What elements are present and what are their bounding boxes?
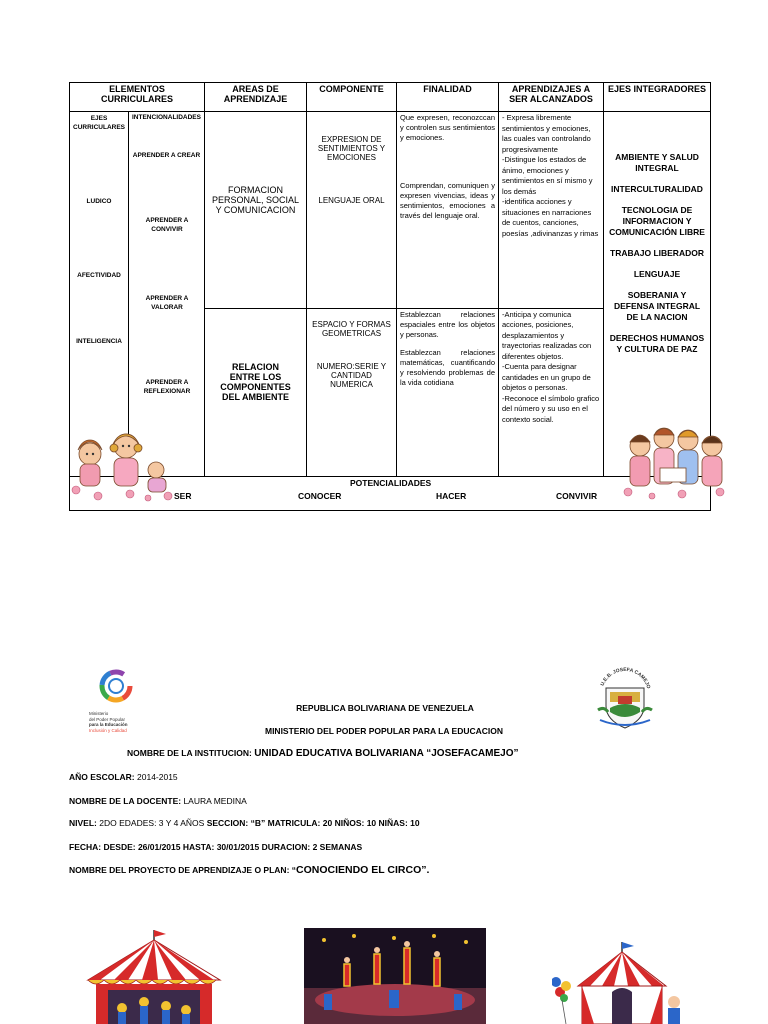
cartoon-children-left-image bbox=[68, 426, 180, 502]
eje-inteligencia: INTELIGENCIA bbox=[76, 338, 122, 345]
school-logo-text: U.E.B. JOSEFA CAMEJO bbox=[599, 666, 652, 690]
logo-line: Inclusión y Calidad bbox=[89, 727, 127, 733]
potencialidades-label: POTENCIALIDADES bbox=[350, 478, 432, 488]
logo-line: del Poder Popular bbox=[89, 716, 126, 722]
eje-integrador: AMBIENTE Y SALUD INTEGRAL bbox=[615, 152, 699, 173]
anio-line bbox=[69, 772, 178, 782]
school-shield-logo bbox=[592, 666, 658, 732]
header-componente: COMPONENTE bbox=[307, 83, 397, 112]
institucion-line bbox=[127, 748, 518, 759]
logo-line: Ministerio bbox=[89, 711, 109, 716]
circus-performance-photo bbox=[304, 928, 486, 1024]
componente-espacio: ESPACIO Y FORMAS GEOMETRICAS bbox=[312, 319, 391, 338]
docente-value: LAURA MEDINA bbox=[183, 796, 247, 806]
proyecto-line bbox=[69, 864, 429, 876]
header-aprendizajes: APRENDIZAJES A SER ALCANZADOS bbox=[499, 83, 604, 112]
area-relacion bbox=[205, 308, 307, 476]
aprendizajes-2-text: -Anticipa y comunica acciones, posiciones, desplazamientos y trayectorias realizadas con diferentes objetos. -Cuenta para designar cantidades en un grupo de objetos o personas. -Reconoce el símbolo grafico del número y su uso en el contexto social. bbox=[502, 309, 600, 424]
pot-ser: SER bbox=[174, 491, 192, 501]
ninas-value: 10 bbox=[410, 818, 420, 828]
ministerio-ring-icon bbox=[86, 666, 146, 706]
intencion-convivir: APRENDER A CONVIVIR bbox=[145, 217, 189, 233]
edades-label: EDADES bbox=[119, 818, 155, 828]
intencion-crear: APRENDER A CREAR bbox=[132, 152, 201, 159]
seccion-label: SECCION: bbox=[206, 818, 249, 828]
ministerio-title: MINISTERIO DEL PODER POPULAR PARA LA EDUCACION bbox=[264, 726, 503, 736]
inner-divider bbox=[128, 112, 129, 476]
ejes-curriculares-label: EJES CURRICULARES bbox=[73, 115, 125, 131]
proyecto-value: CONOCIENDO EL CIRCO”. bbox=[296, 864, 430, 876]
finalidad-1a: Que expresen, reconozccan y controlen sus sentimientos y emociones. bbox=[400, 113, 495, 142]
pot-hacer: HACER bbox=[436, 491, 467, 501]
header-finalidad: FINALIDAD bbox=[397, 83, 499, 112]
header-areas: AREAS DE APRENDIZAJE bbox=[205, 83, 307, 112]
finalidad-2 bbox=[397, 308, 499, 476]
anio-value: 2014-2015 bbox=[137, 772, 178, 782]
intencion-reflexionar: APRENDER A REFLEXIONAR bbox=[143, 379, 191, 395]
matricula-label: MATRICULA: bbox=[267, 818, 321, 828]
aprendizajes-1 bbox=[499, 112, 604, 309]
eje-integrador: SOBERANIA Y DEFENSA INTEGRAL DE LA NACION bbox=[613, 290, 701, 322]
elementos-cell bbox=[70, 112, 205, 477]
header-elementos: ELEMENTOS CURRICULARES bbox=[70, 83, 205, 112]
fecha-line: FECHA: DESDE: 26/01/2015 HASTA: 30/01/2015 DURACION: 2 SEMANAS bbox=[69, 842, 363, 852]
institucion-value: UNIDAD EDUCATIVA BOLIVARIANA “JOSEFACAMEJO” bbox=[254, 748, 519, 759]
proyecto-label: NOMBRE DEL PROYECTO DE APRENDIZAJE O PLAN: “ bbox=[69, 865, 297, 875]
eje-ludico: LUDICO bbox=[86, 198, 112, 205]
area-relacion-text: RELACION ENTRE LOS COMPONENTES DEL AMBIENTE bbox=[220, 362, 291, 403]
aprendizajes-2 bbox=[499, 308, 604, 476]
componente-lenguaje: LENGUAJE ORAL bbox=[318, 196, 385, 205]
header-ejes: EJES INTEGRADORES bbox=[604, 83, 711, 112]
componente-1 bbox=[307, 112, 397, 309]
table-header-row bbox=[70, 83, 711, 112]
logo-line: para la Educación bbox=[89, 722, 128, 727]
table-row bbox=[70, 112, 711, 309]
componente-numero: NUMERO:SERIE Y CANTIDAD NUMERICA bbox=[316, 361, 387, 389]
cartoon-children-right-image bbox=[622, 420, 728, 500]
nivel-line bbox=[69, 818, 420, 828]
nivel-label: NIVEL: bbox=[69, 818, 97, 828]
docente-line bbox=[69, 796, 247, 806]
finalidad-2a: Establezcan relaciones espaciales entre los objetos y personas. bbox=[400, 309, 495, 339]
circus-tent-left-image bbox=[86, 928, 222, 1024]
finalidad-2b: Establezcan relaciones matemáticas, cuantificando y resolviendo problemas de la vida cotidiana bbox=[400, 347, 495, 387]
intencionalidades-label: INTENCIONALIDADES bbox=[132, 114, 201, 121]
nivel-value: 2DO bbox=[99, 818, 117, 828]
svg-text:U.E.B. JOSEFA CAMEJO bbox=[600, 667, 652, 690]
institucion-label: NOMBRE DE LA INSTITUCION: bbox=[127, 748, 252, 758]
docente-label: NOMBRE DE LA DOCENTE: bbox=[69, 796, 182, 806]
matricula-value: 20 NIÑOS: bbox=[322, 818, 365, 828]
componente-2 bbox=[307, 308, 397, 476]
eje-afectividad: AFECTIVIDAD bbox=[77, 272, 121, 279]
area-formacion-text: FORMACION PERSONAL, SOCIAL Y COMUNICACION bbox=[211, 184, 300, 215]
edades-value: : 3 Y 4 AÑOS bbox=[154, 818, 205, 828]
finalidad-1 bbox=[397, 112, 499, 309]
seccion-value: “B” bbox=[250, 818, 266, 828]
area-formacion bbox=[205, 112, 307, 309]
eje-integrador: DERECHOS HUMANOS Y CULTURA DE PAZ bbox=[609, 333, 705, 354]
eje-integrador: TRABAJO LIBERADOR bbox=[610, 248, 704, 258]
aprendizajes-1-text: - Expresa libremente sentimientos y emociones, las cuales van controlando progresivamente -Distingue los estados de ánimo, emociones y sentimientos en sí mismo y los demás -identifica acciones y situaciones en narraciones de cuentos, canciones, poesías ,adivinanzas y rimas bbox=[502, 113, 599, 238]
ninas-label: 10 NIÑAS: bbox=[366, 818, 408, 828]
anio-label: AÑO ESCOLAR: bbox=[69, 772, 135, 782]
finalidad-1b: Comprendan, comuniquen y expresen vivencias, ideas y sentimientos, emociones a través del lenguaje oral. bbox=[400, 181, 495, 220]
eje-integrador: INTERCULTURALIDAD bbox=[611, 184, 703, 194]
pot-convivir: CONVIVIR bbox=[556, 491, 598, 501]
circus-tent-right-image bbox=[552, 942, 688, 1024]
intencion-valorar: APRENDER A VALORAR bbox=[145, 295, 189, 311]
eje-integrador: TECNOLOGIA DE INFORMACION Y COMUNICACIÓN LIBRE bbox=[609, 205, 705, 237]
republica-title: REPUBLICA BOLIVARIANA DE VENEZUELA bbox=[296, 703, 474, 713]
componente-expresion: EXPRESION DE SENTIMIENTOS Y EMOCIONES bbox=[317, 135, 386, 162]
eje-integrador: LENGUAJE bbox=[633, 269, 681, 279]
pot-conocer: CONOCER bbox=[298, 491, 342, 501]
